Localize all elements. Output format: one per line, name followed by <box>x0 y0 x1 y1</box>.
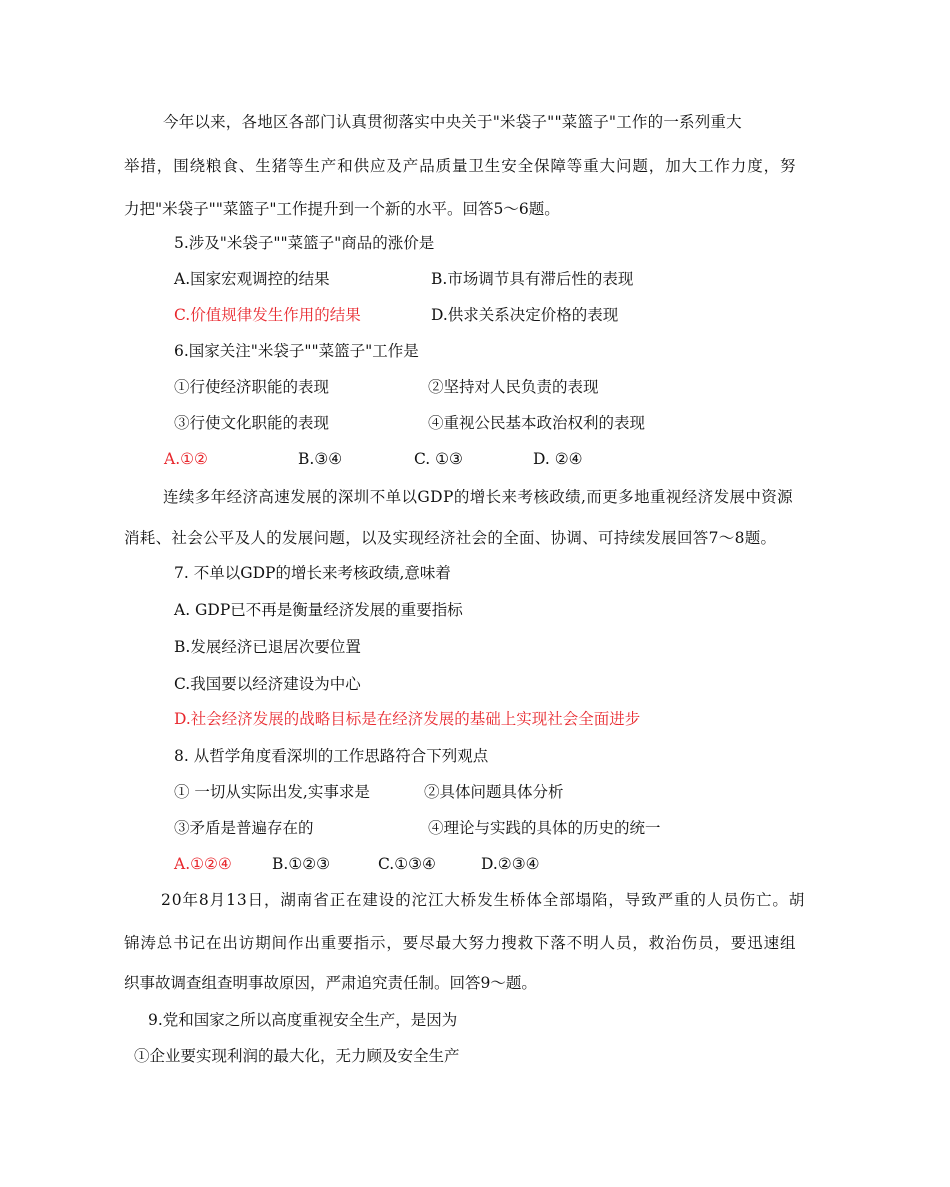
q6-answer-b: B.③④ <box>298 450 343 468</box>
passage2-line1: 连续多年经济高速发展的深圳不单以GDP的增长来考核政绩,而更多地重视经济发展中资源 <box>163 488 794 506</box>
q8-answer-d: D.②③④ <box>481 855 540 873</box>
passage3-line1: 20年8月13日，湖南省正在建设的沱江大桥发生桥体全部塌陷，导致严重的人员伤亡。胡 <box>161 891 806 909</box>
passage1-line2: 举措，围绕粮食、生猪等生产和供应及产品质量卫生安全保障等重大问题，加大工作力度，努 <box>124 157 797 175</box>
q8-item-3: ③矛盾是普遍存在的 <box>174 819 314 837</box>
q5-option-b: B.市场调节具有滞后性的表现 <box>431 270 634 288</box>
q6-item-4: ④重视公民基本政治权利的表现 <box>428 414 646 432</box>
q7-option-c: C.我国要以经济建设为中心 <box>174 675 361 693</box>
q8-answer-a: A.①②④ <box>174 855 232 873</box>
passage1-line1: 今年以来，各地区各部门认真贯彻落实中央关于"米袋子""菜篮子"工作的一系列重大 <box>163 113 742 131</box>
q6-item-3: ③行使文化职能的表现 <box>174 414 330 432</box>
q7-option-d-answer: D.社会经济发展的战略目标是在经济发展的基础上实现社会全面进步 <box>174 710 641 728</box>
q6-stem: 6.国家关注"米袋子""菜篮子"工作是 <box>174 342 419 360</box>
q5-option-d: D.供求关系决定价格的表现 <box>431 306 619 324</box>
q6-answer-d: D. ②④ <box>533 450 583 468</box>
q8-item-2: ②具体问题具体分析 <box>424 783 564 801</box>
passage3-line3: 织事故调查组查明事故原因，严肃追究责任制。回答9～题。 <box>124 974 537 992</box>
q5-option-a: A.国家宏观调控的结果 <box>174 270 330 288</box>
q6-item-2: ②坚持对人民负责的表现 <box>428 378 599 396</box>
q5-option-c-answer: C.价值规律发生作用的结果 <box>174 306 361 324</box>
q6-item-1: ①行使经济职能的表现 <box>174 378 330 396</box>
q7-option-a: A. GDP已不再是衡量经济发展的重要指标 <box>174 601 463 619</box>
q5-stem: 5.涉及"米袋子""菜篮子"商品的涨价是 <box>174 234 435 252</box>
q9-item-1: ①企业要实现利润的最大化，无力顾及安全生产 <box>134 1047 460 1065</box>
passage2-line2: 消耗、社会公平及人的发展问题，以及实现经济社会的全面、协调、可持续发展回答7～8题。 <box>124 529 777 547</box>
q7-option-b: B.发展经济已退居次要位置 <box>174 638 361 656</box>
q8-stem: 8. 从哲学角度看深圳的工作思路符合下列观点 <box>174 747 489 765</box>
passage3-line2: 锦涛总书记在出访期间作出重要指示，要尽最大努力搜救下落不明人员，救治伤员，要迅速组 <box>124 934 797 952</box>
q8-answer-b: B.①②③ <box>272 855 331 873</box>
q8-answer-c: C.①③④ <box>378 855 436 873</box>
q7-stem: 7. 不单以GDP的增长来考核政绩,意味着 <box>174 564 451 582</box>
q6-answer-c: C. ①③ <box>414 450 463 468</box>
q8-item-1: ① 一切从实际出发,实事求是 <box>174 783 370 801</box>
q6-answer-a: A.①② <box>164 450 208 468</box>
q8-item-4: ④理论与实践的具体的历史的统一 <box>428 819 661 837</box>
q9-stem: 9.党和国家之所以高度重视安全生产，是因为 <box>148 1011 458 1029</box>
passage1-line3: 力把"米袋子""菜篮子"工作提升到一个新的水平。回答5～6题。 <box>124 200 560 218</box>
